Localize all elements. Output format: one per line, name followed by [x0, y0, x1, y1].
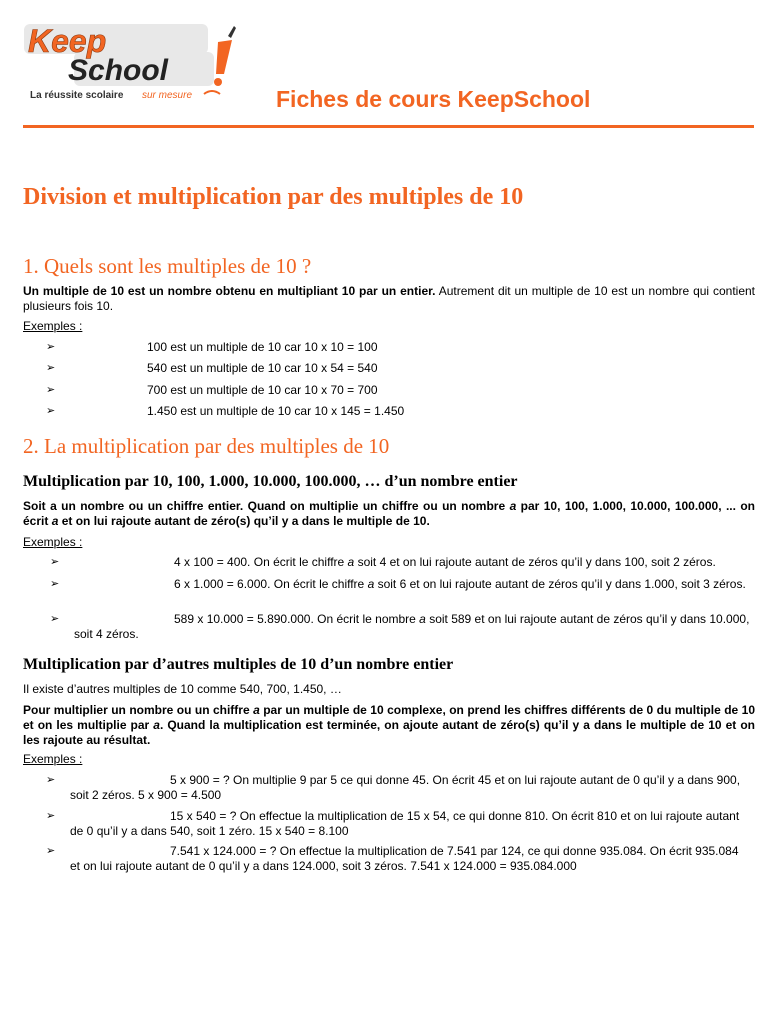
arrow-bullet-icon: ➢ [46, 384, 56, 396]
arrow-bullet-icon: ➢ [46, 405, 56, 417]
list-item-text: 4 x 100 = 400. On écrit le chiffre a soit 4 et on lui rajoute autant de zéros qu’il y dans 100, soit 2 zéros. [174, 555, 716, 569]
section1-examples-label: Exemples : [23, 319, 83, 333]
subsection1-paragraph: Soit a un nombre ou un chiffre entier. Quand on multiplie un chiffre ou un nombre a par 10, 100, 1.000, 10.000, 100.000, ... on écrit a et on lui rajoute autant de zéro(s) qu’il y a dans le multiple de 10. [23, 499, 756, 528]
list-item-text: 6 x 1.000 = 6.000. On écrit le chiffre a soit 6 et on lui rajoute autant de zéros qu’il y dans 1.000, soit 3 zéros. [174, 577, 746, 591]
arrow-bullet-icon: ➢ [46, 362, 56, 374]
section1-heading: 1. Quels sont les multiples de 10 ? [23, 254, 312, 278]
list-item-text: 1.450 est un multiple de 10 car 10 x 145 = 1.450 [147, 404, 405, 418]
document-title: Division et multiplication par des multiples de 10 [23, 184, 524, 210]
list-item-text: 540 est un multiple de 10 car 10 x 54 = 540 [147, 361, 378, 375]
list-item-text: 100 est un multiple de 10 car 10 x 10 = 100 [147, 340, 378, 354]
header-divider [23, 125, 754, 128]
section1-intro [23, 284, 755, 314]
list-item [46, 844, 750, 874]
subsection1-heading: Multiplication par 10, 100, 1.000, 10.000, 100.000, … d’un nombre entier [23, 473, 518, 490]
arrow-bullet-icon: ➢ [50, 578, 60, 590]
section1-intro-rest: Autrement dit un multiple de 10 est un nombre qui contient plusieurs fois 10. [23, 284, 756, 313]
subsection2-paragraph: Pour multiplier un nombre ou un chiffre a par un multiple de 10 complexe, on prend les chiffres différents de 0 du multiple de 10 et on les multiplie par a. Quand la multiplication est terminée, on ajoute autant de zéro(s) qu’il y a dans le multiple de 10 et on les rajoute au résultat. [23, 703, 755, 747]
list-item [50, 555, 750, 570]
section1-intro-bold: Un multiple de 10 est un nombre obtenu en multipliant 10 par un entier. [23, 284, 436, 298]
svg-text:sur mesure: sur mesure [142, 90, 193, 101]
arrow-bullet-icon: ➢ [46, 845, 56, 857]
list-item [46, 809, 750, 839]
list-item-text: 15 x 540 = ? On effectue la multiplication de 15 x 54, ce qui donne 810. On écrit 810 et on lui rajoute autant de 0 qu’il y a dans 540, soit 1 zéro. 15 x 540 = 8.100 [70, 809, 740, 838]
header-title: Fiches de cours KeepSchool [276, 86, 591, 112]
list-item [46, 773, 750, 803]
arrow-bullet-icon: ➢ [46, 810, 56, 822]
subsection2-intro: Il existe d’autres multiples de 10 comme 540, 700, 1.450, … [23, 682, 342, 696]
subsection2-heading: Multiplication par d’autres multiples de 10 d’un nombre entier [23, 656, 454, 673]
arrow-bullet-icon: ➢ [46, 341, 56, 353]
arrow-bullet-icon: ➢ [50, 556, 60, 568]
arrow-bullet-icon: ➢ [50, 613, 60, 625]
keepschool-logo [24, 22, 244, 108]
list-item-text: 5 x 900 = ? On multiplie 9 par 5 ce qui donne 45. On écrit 45 et on lui rajoute autant de 0 qu’il y a dans 900, soit 2 zéros. 5 x 900 = 4.500 [70, 773, 741, 802]
list-item [50, 612, 750, 642]
svg-text:La réussite scolaire: La réussite scolaire [30, 90, 124, 101]
subsection1-examples-label: Exemples : [23, 535, 83, 549]
subsection2-examples-label: Exemples : [23, 752, 83, 766]
page-header [0, 0, 768, 130]
list-item [50, 577, 750, 592]
section2-heading: 2. La multiplication par des multiples de 10 [23, 434, 390, 458]
svg-text:Keep: Keep [28, 23, 107, 59]
svg-text:School: School [68, 54, 169, 87]
list-item-text: 7.541 x 124.000 = ? On effectue la multiplication de 7.541 par 124, ce qui donne 935.084. On écrit 935.084 et on lui rajoute autant de 0 qu’il y a dans 124.000, soit 3 zéros. 7.541 x 124.000 = 935.084.000 [70, 844, 739, 873]
arrow-bullet-icon: ➢ [46, 774, 56, 786]
list-item-text: 589 x 10.000 = 5.890.000. On écrit le nombre a soit 589 et on lui rajoute autant de zéros qu’il y dans 10.000, soit 4 zéros. [74, 612, 750, 641]
list-item-text: 700 est un multiple de 10 car 10 x 70 = 700 [147, 383, 378, 397]
